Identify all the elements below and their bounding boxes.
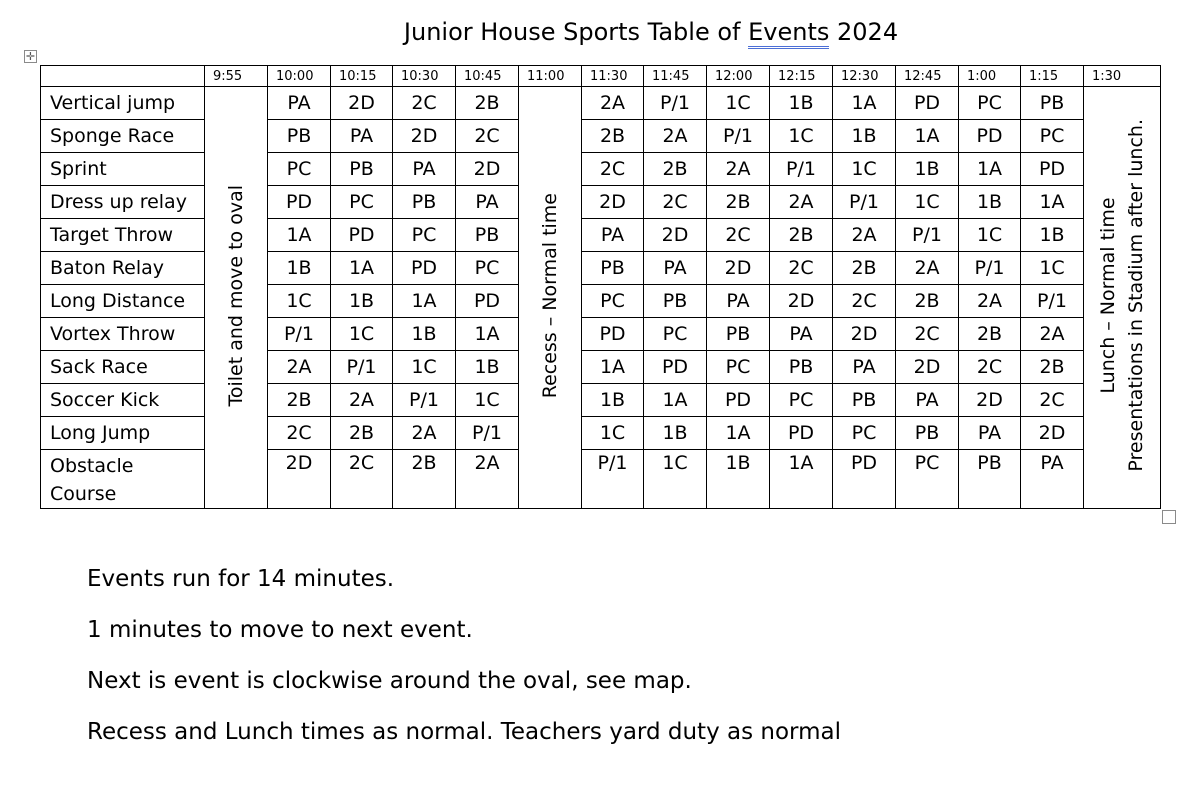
group-cell: PB [1021, 87, 1084, 120]
recess-label: Recess – Normal time [539, 192, 561, 399]
event-name: Baton Relay [41, 252, 205, 285]
group-cell: PD [1021, 153, 1084, 186]
group-cell: PA [959, 417, 1021, 450]
group-cell: PA [268, 87, 331, 120]
group-cell: 1B [896, 153, 959, 186]
group-cell: 2B [896, 285, 959, 318]
event-name: Sack Race [41, 351, 205, 384]
lunch-label-line: Lunch – Normal time [1097, 197, 1119, 394]
group-cell: PB [707, 318, 770, 351]
group-cell: PC [959, 87, 1021, 120]
group-cell: 1B [644, 417, 707, 450]
group-cell: PD [707, 384, 770, 417]
group-cell: PD [896, 87, 959, 120]
group-cell: 1B [770, 87, 833, 120]
group-cell: 1A [582, 351, 644, 384]
group-cell: P/1 [1021, 285, 1084, 318]
group-cell: PB [331, 153, 393, 186]
group-cell: 2C [644, 186, 707, 219]
title-events-word: Events [748, 18, 829, 49]
group-cell: 2C [268, 417, 331, 450]
group-cell: 1C [644, 450, 707, 509]
time-header: 11:45 [644, 66, 707, 87]
group-cell: PA [833, 351, 896, 384]
group-cell: 1A [833, 87, 896, 120]
group-cell: 1A [896, 120, 959, 153]
group-cell: 1C [896, 186, 959, 219]
time-header: 12:15 [770, 66, 833, 87]
event-name: Obstacle Course [41, 450, 205, 509]
group-cell: 2D [770, 285, 833, 318]
group-cell: P/1 [331, 351, 393, 384]
group-cell: PD [393, 252, 456, 285]
group-cell: 2C [582, 153, 644, 186]
event-name: Long Jump [41, 417, 205, 450]
group-cell: 2D [393, 120, 456, 153]
event-name: Soccer Kick [41, 384, 205, 417]
event-name: Target Throw [41, 219, 205, 252]
time-header: 1:15 [1021, 66, 1084, 87]
group-cell: PB [896, 417, 959, 450]
group-cell: PD [331, 219, 393, 252]
group-cell: 1A [393, 285, 456, 318]
group-cell: 1B [582, 384, 644, 417]
group-cell: 2C [959, 351, 1021, 384]
event-name: Sprint [41, 153, 205, 186]
group-cell: PD [833, 450, 896, 509]
time-header: 1:00 [959, 66, 1021, 87]
group-cell: 1A [268, 219, 331, 252]
group-cell: 1C [331, 318, 393, 351]
group-cell: 1A [707, 417, 770, 450]
group-cell: 2C [770, 252, 833, 285]
event-name: Dress up relay [41, 186, 205, 219]
group-cell: PA [456, 186, 519, 219]
group-cell: 2C [833, 285, 896, 318]
presentations-label-line: Presentations in Stadium after lunch. [1125, 119, 1147, 472]
group-cell: 2B [770, 219, 833, 252]
group-cell: PD [456, 285, 519, 318]
group-cell: 1C [268, 285, 331, 318]
time-header: 12:30 [833, 66, 896, 87]
group-cell: 2A [644, 120, 707, 153]
group-cell: PA [644, 252, 707, 285]
time-header: 11:30 [582, 66, 644, 87]
group-cell: 2D [959, 384, 1021, 417]
group-cell: 1C [959, 219, 1021, 252]
group-cell: 2D [331, 87, 393, 120]
group-cell: PD [770, 417, 833, 450]
group-cell: PB [582, 252, 644, 285]
group-cell: 2D [896, 351, 959, 384]
group-cell: 2B [1021, 351, 1084, 384]
group-cell: 1B [393, 318, 456, 351]
time-header: 12:00 [707, 66, 770, 87]
title-year: 2024 [829, 18, 899, 46]
group-cell: 2B [959, 318, 1021, 351]
group-cell: 2D [833, 318, 896, 351]
group-cell: 2A [959, 285, 1021, 318]
group-cell: PC [896, 450, 959, 509]
toilet-break-column [205, 87, 268, 509]
group-cell: PD [582, 318, 644, 351]
group-cell: 1B [456, 351, 519, 384]
group-cell: P/1 [896, 219, 959, 252]
group-cell: 1C [833, 153, 896, 186]
time-header: 10:30 [393, 66, 456, 87]
group-cell: PA [1021, 450, 1084, 509]
group-cell: 2C [896, 318, 959, 351]
group-cell: 2B [644, 153, 707, 186]
group-cell: 1C [393, 351, 456, 384]
group-cell: 2D [456, 153, 519, 186]
toilet-break-label: Toilet and move to oval [225, 184, 247, 407]
notes-section [87, 562, 841, 766]
group-cell: PC [456, 252, 519, 285]
group-cell: 1B [1021, 219, 1084, 252]
group-cell: 1C [707, 87, 770, 120]
table-resize-handle[interactable] [1162, 510, 1176, 524]
group-cell: 2A [1021, 318, 1084, 351]
note-line: Events run for 14 minutes. [87, 566, 395, 592]
group-cell: 2B [833, 252, 896, 285]
group-cell: 2B [331, 417, 393, 450]
event-name: Vortex Throw [41, 318, 205, 351]
group-cell: 1B [331, 285, 393, 318]
corner-cell[interactable] [41, 66, 205, 87]
group-cell: 2D [644, 219, 707, 252]
group-cell: P/1 [393, 384, 456, 417]
group-cell: PD [959, 120, 1021, 153]
event-name: Vertical jump [41, 87, 205, 120]
title-prefix: Junior House Sports Table of [403, 18, 749, 46]
group-cell: 2C [393, 87, 456, 120]
group-cell: 1A [331, 252, 393, 285]
group-cell: 1B [707, 450, 770, 509]
group-cell: PA [770, 318, 833, 351]
group-cell: PC [1021, 120, 1084, 153]
group-cell: 1A [770, 450, 833, 509]
time-header: 10:45 [456, 66, 519, 87]
group-cell: P/1 [959, 252, 1021, 285]
group-cell: PC [770, 384, 833, 417]
group-cell: 1A [644, 384, 707, 417]
group-cell: PB [268, 120, 331, 153]
group-cell: PD [268, 186, 331, 219]
group-cell: P/1 [456, 417, 519, 450]
group-cell: PB [959, 450, 1021, 509]
table-move-handle-icon[interactable]: ✛ [25, 50, 36, 63]
group-cell: 2A [833, 219, 896, 252]
time-header: 9:55 [205, 66, 268, 87]
group-cell: 2D [268, 450, 331, 509]
group-cell: PB [770, 351, 833, 384]
document-title [0, 18, 1200, 46]
group-cell: 2B [582, 120, 644, 153]
group-cell: 2A [268, 351, 331, 384]
note-line: 1 minutes to move to next event. [87, 617, 473, 643]
event-name: Sponge Race [41, 120, 205, 153]
event-name: Long Distance [41, 285, 205, 318]
group-cell: PA [582, 219, 644, 252]
group-cell: PC [582, 285, 644, 318]
group-cell: 2C [1021, 384, 1084, 417]
group-cell: PC [833, 417, 896, 450]
group-cell: P/1 [833, 186, 896, 219]
group-cell: 1C [1021, 252, 1084, 285]
group-cell: 2A [393, 417, 456, 450]
group-cell: PC [331, 186, 393, 219]
group-cell: 2B [456, 87, 519, 120]
group-cell: PC [707, 351, 770, 384]
group-cell: PA [393, 153, 456, 186]
lunch-label [1094, 119, 1150, 472]
group-cell: 2D [582, 186, 644, 219]
group-cell: PC [644, 318, 707, 351]
group-cell: 2C [707, 219, 770, 252]
group-cell: 2B [268, 384, 331, 417]
group-cell: 2A [331, 384, 393, 417]
group-cell: 1C [456, 384, 519, 417]
group-cell: 2A [770, 186, 833, 219]
time-header: 11:00 [519, 66, 582, 87]
group-cell: PD [644, 351, 707, 384]
group-cell: 2B [707, 186, 770, 219]
note-line: Recess and Lunch times as normal. Teachers yard duty as normal [87, 719, 841, 745]
group-cell: 2A [582, 87, 644, 120]
group-cell: 2D [707, 252, 770, 285]
event-row [41, 87, 1161, 120]
group-cell: 2B [393, 450, 456, 509]
group-cell: P/1 [770, 153, 833, 186]
time-header: 10:00 [268, 66, 331, 87]
group-cell: 1A [959, 153, 1021, 186]
group-cell: 1B [833, 120, 896, 153]
lunch-column [1084, 87, 1161, 509]
group-cell: 2C [331, 450, 393, 509]
group-cell: 1B [268, 252, 331, 285]
group-cell: 1A [456, 318, 519, 351]
group-cell: PC [393, 219, 456, 252]
group-cell: PB [393, 186, 456, 219]
recess-column [519, 87, 582, 509]
events-table [40, 65, 1161, 509]
group-cell: P/1 [644, 87, 707, 120]
time-header: 1:30 [1084, 66, 1161, 87]
group-cell: P/1 [707, 120, 770, 153]
time-header: 12:45 [896, 66, 959, 87]
group-cell: PA [707, 285, 770, 318]
note-line: Next is event is clockwise around the oval, see map. [87, 668, 692, 694]
group-cell: 2A [707, 153, 770, 186]
group-cell: 1C [582, 417, 644, 450]
group-cell: 2A [456, 450, 519, 509]
group-cell: PB [644, 285, 707, 318]
group-cell: 1A [1021, 186, 1084, 219]
group-cell: PC [268, 153, 331, 186]
group-cell: PB [456, 219, 519, 252]
group-cell: PA [331, 120, 393, 153]
group-cell: 1B [959, 186, 1021, 219]
group-cell: PA [896, 384, 959, 417]
group-cell: 2C [456, 120, 519, 153]
group-cell: P/1 [582, 450, 644, 509]
time-header: 10:15 [331, 66, 393, 87]
group-cell: 2A [896, 252, 959, 285]
group-cell: PB [833, 384, 896, 417]
group-cell: 2D [1021, 417, 1084, 450]
time-header-row [41, 66, 1161, 87]
group-cell: 1C [770, 120, 833, 153]
group-cell: P/1 [268, 318, 331, 351]
